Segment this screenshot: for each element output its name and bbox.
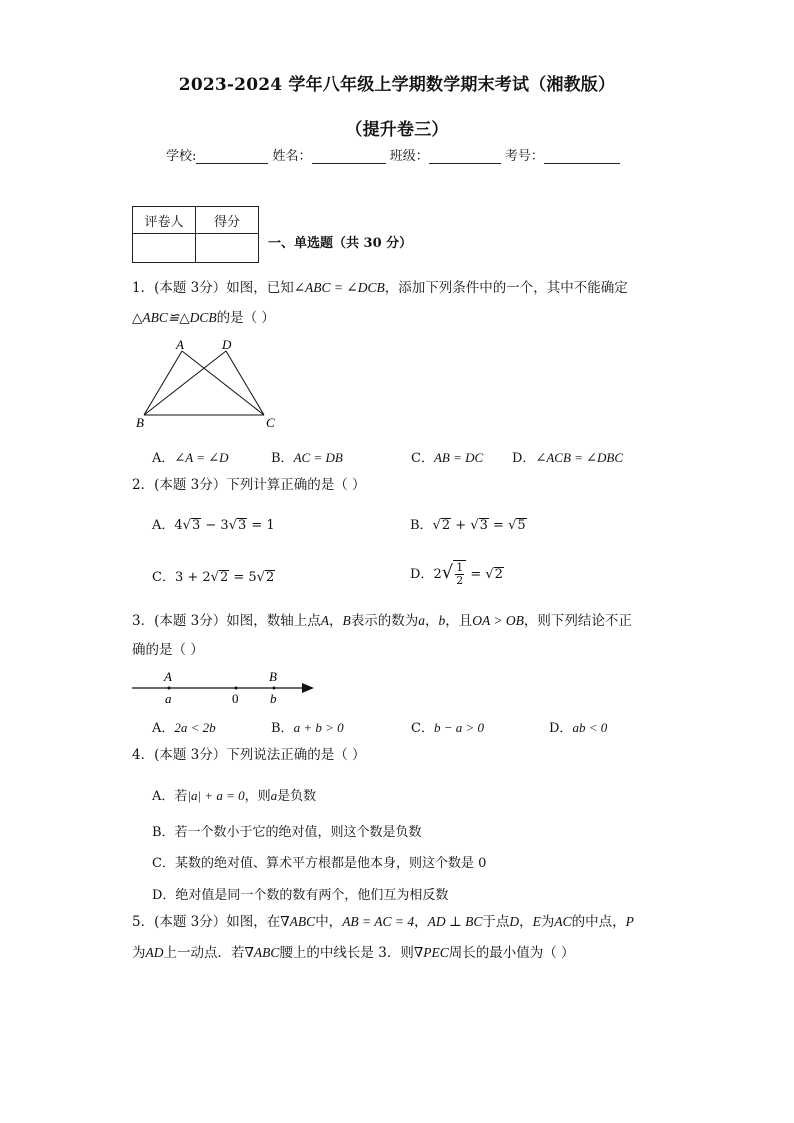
exam-number-label: 考号： [504, 149, 544, 164]
q3-label-b: b [270, 691, 277, 706]
q1-line-dc [226, 351, 264, 415]
grader-cell[interactable] [133, 234, 196, 263]
q3-point-b [273, 687, 276, 690]
school-label: 学校: [166, 149, 197, 164]
q2-option-b[interactable]: B．√2 + √3 = √5 [410, 518, 526, 533]
q2-stem: 2．(本题 3分）下列计算正确的是（ ） [132, 477, 366, 493]
q4-option-b[interactable]: B．若一个数小于它的绝对值，则这个数是负数 [152, 825, 422, 840]
q2-option-a[interactable]: A．4√3 − 3√3 = 1 [152, 518, 275, 533]
score-table [132, 206, 259, 263]
q3-label-a: a [165, 691, 172, 706]
q4-stem: 4．(本题 3分）下列说法正确的是（ ） [132, 747, 366, 763]
q3-label-B: B [269, 669, 277, 684]
q3-option-c[interactable]: C．b − a > 0 [411, 720, 484, 736]
q4-option-c[interactable]: C．某数的绝对值、算术平方根都是他本身，则这个数是 0 [152, 856, 487, 871]
q3-point-a [168, 687, 171, 690]
q1-label-c: C [266, 415, 275, 430]
q1-option-c[interactable]: C．AB = DC [411, 450, 484, 466]
q1-triangle-figure [128, 335, 288, 435]
name-blank[interactable] [312, 149, 386, 164]
q3-option-d[interactable]: D．ab < 0 [549, 720, 608, 736]
q1-stem-line1: 1．(本题 3分）如图，已知∠ABC = ∠DCB，添加下列条件中的一个，其中不能确定 [132, 280, 628, 296]
q4-option-a[interactable]: A．若|a| + a = 0，则a是负数 [152, 788, 317, 804]
score-cell[interactable] [196, 234, 259, 263]
score-header: 得分 [196, 207, 259, 234]
q2-option-c[interactable]: C．3 + 2√2 = 5√2 [152, 570, 275, 585]
class-blank[interactable] [429, 149, 501, 164]
q1-label-b: B [136, 415, 144, 430]
grader-header: 评卷人 [133, 207, 196, 234]
q5-stem-line1: 5．(本题 3分）如图，在∇ABC中，AB = AC = 4，AD ⊥ BC于点D，E为AC的中点，P [132, 914, 634, 930]
q3-label-A: A [164, 669, 172, 684]
school-blank[interactable] [196, 149, 268, 164]
student-info-row [166, 145, 620, 164]
exam-title: 2023-2024 学年八年级上学期数学期末考试（湘教版） [178, 75, 616, 95]
name-label: 姓名： [272, 149, 312, 164]
exam-subtitle: （提升卷三） [345, 120, 449, 140]
q1-line-ba [144, 351, 182, 415]
q3-axis-arrow [302, 683, 314, 693]
q3-stem-line2: 确的是（ ） [132, 642, 204, 658]
q3-label-zero: 0 [232, 691, 239, 706]
q3-stem-line1: 3．(本题 3分）如图，数轴上点A，B表示的数为a，b，且OA > OB，则下列结论不正 [132, 613, 632, 629]
q1-label-a: A [176, 337, 184, 352]
q4-option-d[interactable]: D．绝对值是同一个数的数有两个，他们互为相反数 [152, 888, 449, 903]
section-title: 一、单选题（共 30 分） [268, 236, 413, 251]
exam-number-blank[interactable] [544, 149, 620, 164]
q3-option-a[interactable]: A．2a < 2b [152, 720, 216, 736]
q1-line-bd [144, 351, 226, 415]
q1-option-b[interactable]: B．AC = DB [271, 450, 343, 466]
q1-option-d[interactable]: D．∠ACB = ∠DBC [512, 450, 624, 466]
q1-option-a[interactable]: A．∠A = ∠D [152, 450, 229, 466]
q1-stem-line2: △ABC≌△DCB的是（ ） [132, 310, 275, 326]
q1-line-ac [182, 351, 264, 415]
q1-label-d: D [222, 337, 232, 352]
q2-option-d[interactable]: D．2√ $\frac{1}{2}$ = √2 [410, 561, 503, 588]
q5-stem-line2: 为AD上一动点．若∇ABC腰上的中线长是 3．则∇PEC周长的最小值为（ ） [132, 945, 575, 961]
q3-number-line [128, 665, 328, 707]
q3-option-b[interactable]: B．a + b > 0 [271, 720, 344, 736]
class-label: 班级： [389, 149, 429, 164]
q3-point-origin [235, 687, 238, 690]
